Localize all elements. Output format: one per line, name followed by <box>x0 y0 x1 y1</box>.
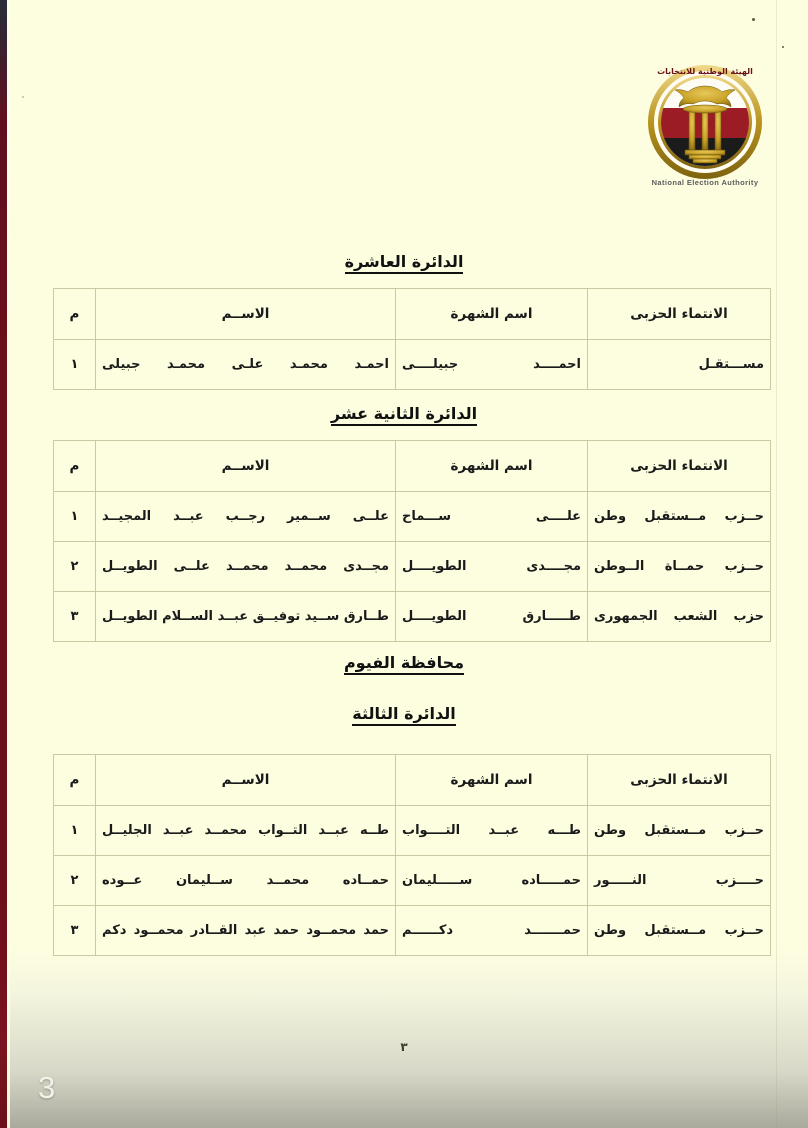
cell-nickname: طـــــارق الطويــــل <box>396 592 588 642</box>
column-header-nickname: اسم الشهرة <box>396 755 588 806</box>
scan-artifact-line <box>776 0 777 1128</box>
cell-index: ٣ <box>54 906 96 956</box>
cell-party: حــزب حمــاة الــوطن <box>588 542 771 592</box>
table-row <box>54 592 771 642</box>
cell-nickname: طـــه عبــد التــــواب <box>396 806 588 856</box>
column-header-index: م <box>54 441 96 492</box>
candidates-table-district-12 <box>53 440 771 642</box>
candidates-table-district-3 <box>53 754 771 956</box>
footer-page-number: ٣ <box>400 1040 408 1054</box>
section-heading-district-3 <box>0 704 808 726</box>
cell-name: علــى ســمير رجــب عبــد المجيــد <box>96 492 396 542</box>
left-edge-bar <box>0 0 7 1128</box>
column-header-name: الاســم <box>96 755 396 806</box>
scan-speck <box>22 96 24 98</box>
table-header-row <box>54 441 771 492</box>
cell-nickname: حمـــــــد دكــــــم <box>396 906 588 956</box>
cell-name: مجــدى محمــد محمــد علــى الطويــل <box>96 542 396 592</box>
logo-english-text: National Election Authority <box>651 178 759 187</box>
cell-index: ٢ <box>54 542 96 592</box>
table-row <box>54 856 771 906</box>
cell-index: ١ <box>54 806 96 856</box>
table-header-row <box>54 755 771 806</box>
column-header-nickname: اسم الشهرة <box>396 289 588 340</box>
table-header-row <box>54 289 771 340</box>
cell-party: حــزب مــستقبل وطن <box>588 492 771 542</box>
section-heading-text: الدائرة الثانية عشر <box>331 404 477 426</box>
column-header-nickname: اسم الشهرة <box>396 441 588 492</box>
scan-speck <box>752 18 755 21</box>
column-header-index: م <box>54 755 96 806</box>
left-edge-highlight <box>7 0 10 1128</box>
national-election-authority-logo <box>645 52 765 202</box>
cell-nickname: علــــى ســـماح <box>396 492 588 542</box>
section-heading-governorate-fayoum <box>0 653 808 675</box>
table-row <box>54 492 771 542</box>
cell-party: حزب الشعب الجمهورى <box>588 592 771 642</box>
section-heading-text: الدائرة العاشرة <box>345 252 464 274</box>
section-heading-district-10 <box>0 252 808 274</box>
cell-nickname: مجــــدى الطويــــل <box>396 542 588 592</box>
cell-nickname: احمــــد جبيلــــى <box>396 340 588 390</box>
cell-name: حمــاده محمــد ســليمان عــوده <box>96 856 396 906</box>
table-row <box>54 906 771 956</box>
cell-index: ٢ <box>54 856 96 906</box>
column-header-index: م <box>54 289 96 340</box>
logo-arabic-text: الهيئة الوطنية للانتخابات <box>657 67 753 76</box>
cell-nickname: حمـــــاده ســـــليمان <box>396 856 588 906</box>
table-row <box>54 542 771 592</box>
cell-name: حمد محمــود حمد عبد القــادر محمــود دكم <box>96 906 396 956</box>
cell-name: طــه عبــد التــواب محمــد عبــد الجليــل <box>96 806 396 856</box>
column-header-name: الاســم <box>96 441 396 492</box>
candidates-table-district-10 <box>53 288 771 390</box>
table-row <box>54 806 771 856</box>
section-heading-text: الدائرة الثالثة <box>352 704 455 726</box>
column-header-party: الانتماء الحزبى <box>588 289 771 340</box>
viewer-page-indicator: 3 <box>38 1070 56 1105</box>
cell-party: مســـتقـل <box>588 340 771 390</box>
cell-index: ١ <box>54 492 96 542</box>
section-heading-text: محافظة الفيوم <box>344 653 464 675</box>
cell-party: حــــزب النـــــور <box>588 856 771 906</box>
column-header-name: الاســم <box>96 289 396 340</box>
table-row <box>54 340 771 390</box>
cell-name: طــارق ســيد توفيــق عبــد الســلام الطويــل <box>96 592 396 642</box>
section-heading-district-12 <box>0 404 808 426</box>
scan-speck <box>782 46 784 48</box>
column-header-party: الانتماء الحزبى <box>588 441 771 492</box>
cell-name: احمـد محمـد علـى محمـد جبيلى <box>96 340 396 390</box>
cell-index: ٣ <box>54 592 96 642</box>
cell-index: ١ <box>54 340 96 390</box>
cell-party: حــزب مــستقبل وطن <box>588 906 771 956</box>
column-header-party: الانتماء الحزبى <box>588 755 771 806</box>
cell-party: حــزب مــستقبل وطن <box>588 806 771 856</box>
